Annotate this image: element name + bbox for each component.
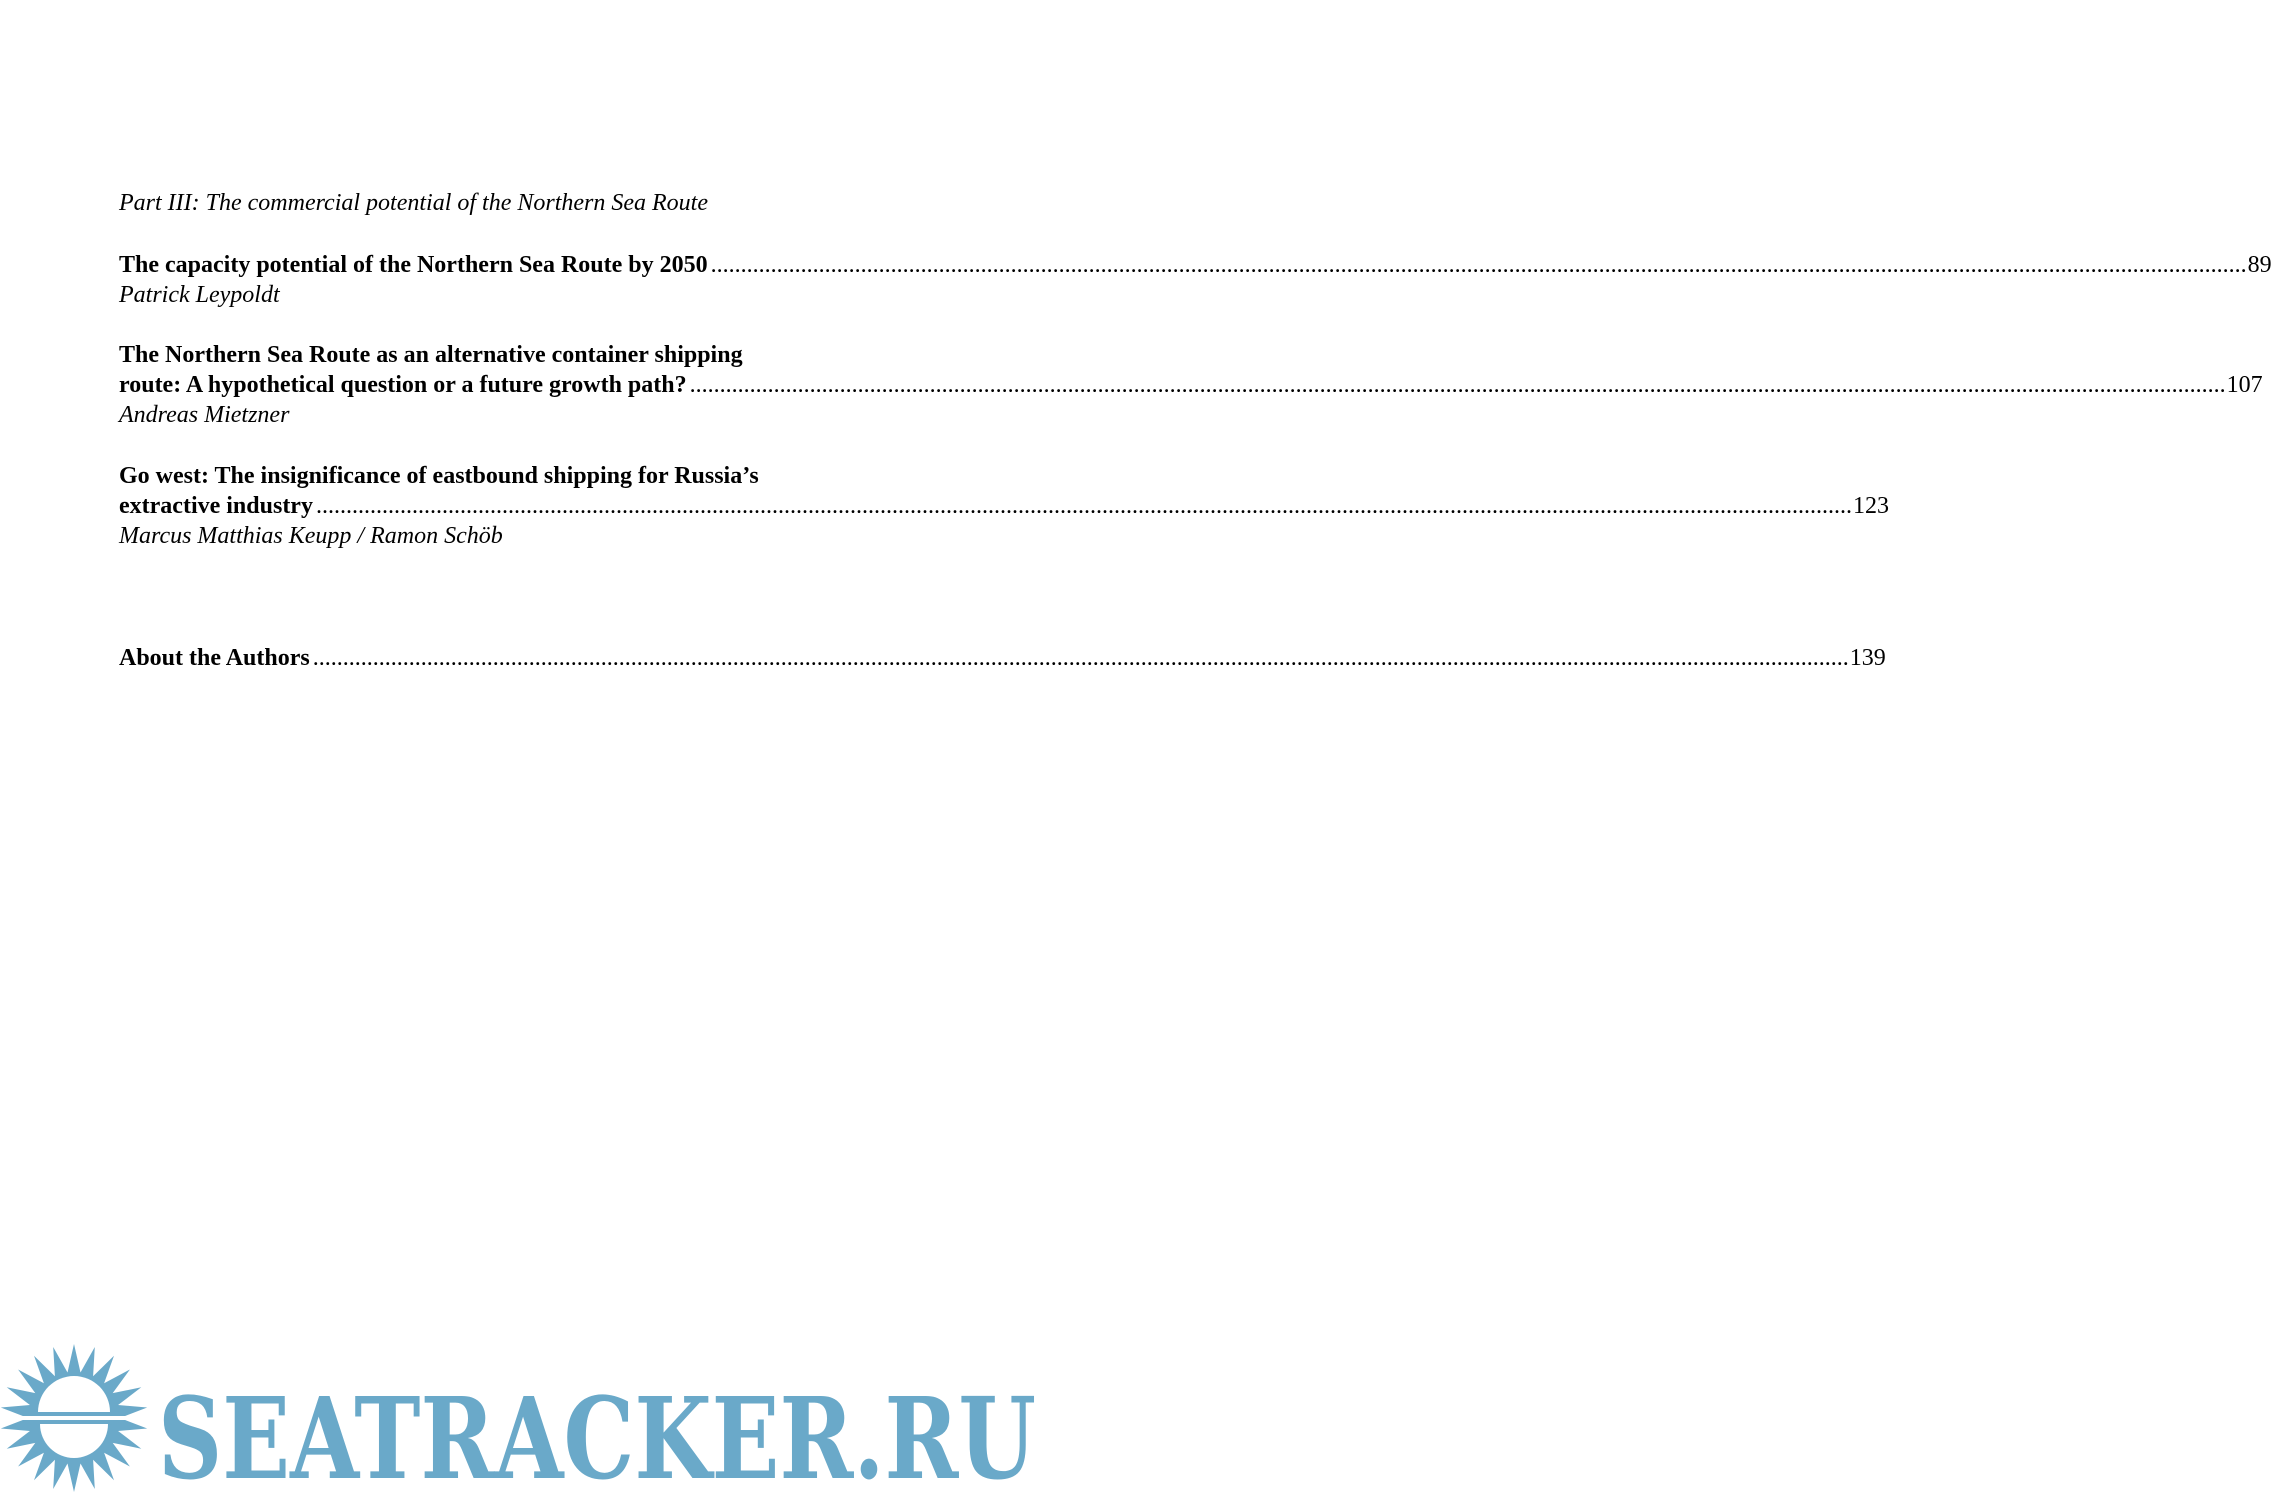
toc-title: route: A hypothetical question or a future growth path?: [119, 372, 687, 398]
toc-leader-dots: [313, 643, 1849, 673]
toc-leader-dots: [711, 250, 2247, 280]
watermark-logo: [0, 1340, 1049, 1499]
toc-line: [119, 491, 1889, 521]
toc-line: [119, 370, 2263, 400]
toc-line: [119, 340, 907, 370]
toc-title: About the Authors: [119, 645, 310, 671]
toc-line: [119, 250, 2272, 280]
toc-author: Patrick Leypoldt: [119, 282, 280, 308]
toc-title: extractive industry: [119, 493, 313, 519]
toc-leader-dots: [316, 491, 1852, 521]
toc-title: Go west: The insignificance of eastbound shipping for Russia’s: [119, 463, 759, 489]
toc-author: Andreas Mietzner: [119, 402, 290, 428]
toc-entry: [119, 250, 2272, 310]
toc-entry: [119, 340, 2263, 430]
toc-page-number: 107: [2226, 372, 2263, 398]
sun-icon: [1, 1344, 147, 1492]
toc-author: Marcus Matthias Keupp / Ramon Schöb: [119, 523, 503, 549]
toc-page-number: 139: [1849, 645, 1886, 671]
toc-line: [119, 461, 907, 491]
toc-title: The capacity potential of the Northern Sea Route by 2050: [119, 252, 708, 278]
toc-entry: [119, 461, 1889, 551]
toc-title: The Northern Sea Route as an alternative container shipping: [119, 342, 743, 368]
toc-line: [119, 643, 1886, 673]
watermark-text: SEATRACKER.RU: [158, 1374, 1036, 1499]
toc-leader-dots: [690, 370, 2226, 400]
toc-page-number: 123: [1852, 493, 1889, 519]
part-heading: Part III: The commercial potential of the Northern Sea Route: [119, 190, 708, 216]
toc-page-number: 89: [2247, 252, 2272, 278]
toc-entry: [119, 643, 1886, 673]
